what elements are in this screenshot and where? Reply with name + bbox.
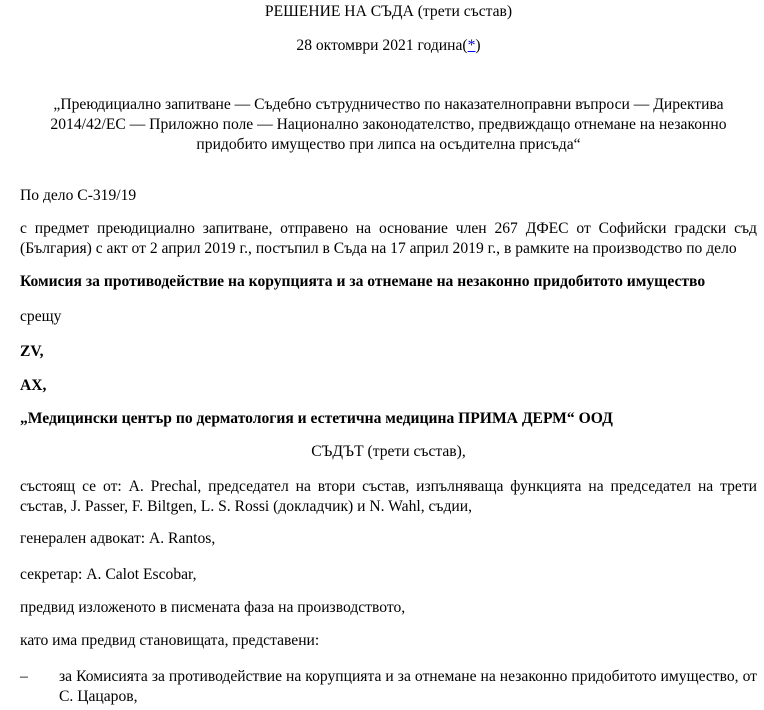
registrar: секретар: A. Calot Escobar,: [20, 566, 197, 583]
party-defendant-company: „Медицински център по дерматология и естетична медицина ПРИМА ДЕРМ“ ООД: [20, 410, 613, 427]
observation-text: за Комисията за противодействие на корупцията и за отнемане на незаконно придобитото имущество, от С. Цацаров,: [59, 668, 757, 705]
judgment-date: [20, 36, 757, 56]
judgment-title: РЕШЕНИЕ НА СЪДА (трети състав): [264, 3, 513, 20]
case-number: По дело C‑319/19: [20, 187, 137, 204]
versus-label: срещу: [20, 308, 62, 325]
written-phase-statement: предвид изложеното в писмената фаза на производството,: [20, 599, 406, 616]
party-defendant-ax: AX,: [20, 377, 47, 394]
judgment-subject: „Преюдициално запитване — Съдебно сътрудничество по наказателноправни въпроси — Директива 2014/42/ЕС — Приложно поле — Национално законодателство, предвиждащо отнемане на незаконно придобито имущество при липса на осъдителна присъда“: [50, 96, 727, 153]
court-heading: СЪДЪТ (трети състав),: [311, 443, 466, 460]
party-defendant-zv: ZV,: [20, 343, 44, 360]
judgment-date-close: ): [475, 37, 481, 54]
observations-intro: като има предвид становищата, представени:: [20, 632, 320, 649]
judgment-date-text: 28 октомври 2021 година(: [296, 37, 468, 54]
list-item: [20, 667, 757, 707]
list-dash: –: [20, 668, 28, 685]
procedure-description: с предмет преюдициално запитване, отправено на основание член 267 ДФЕС от Софийски градски съд (България) с акт от 2 април 2019 г., постъпил в Съда на 17 април 2019 г., в рамките на производство по дело: [20, 220, 757, 257]
footnote-link[interactable]: *: [467, 37, 476, 54]
advocate-general: генерален адвокат: A. Rantos,: [20, 530, 216, 547]
party-applicant: Комисия за противодействие на корупцията и за отнемане на незаконно придобитото имущество: [20, 273, 706, 290]
court-composition: състоящ се от: A. Prechal, председател на втори състав, изпълняваща функцията на председател на трети състав, J. Passer, F. Biltgen, L. S. Rossi (докладчик) и N. Wahl, съдии,: [20, 478, 757, 515]
